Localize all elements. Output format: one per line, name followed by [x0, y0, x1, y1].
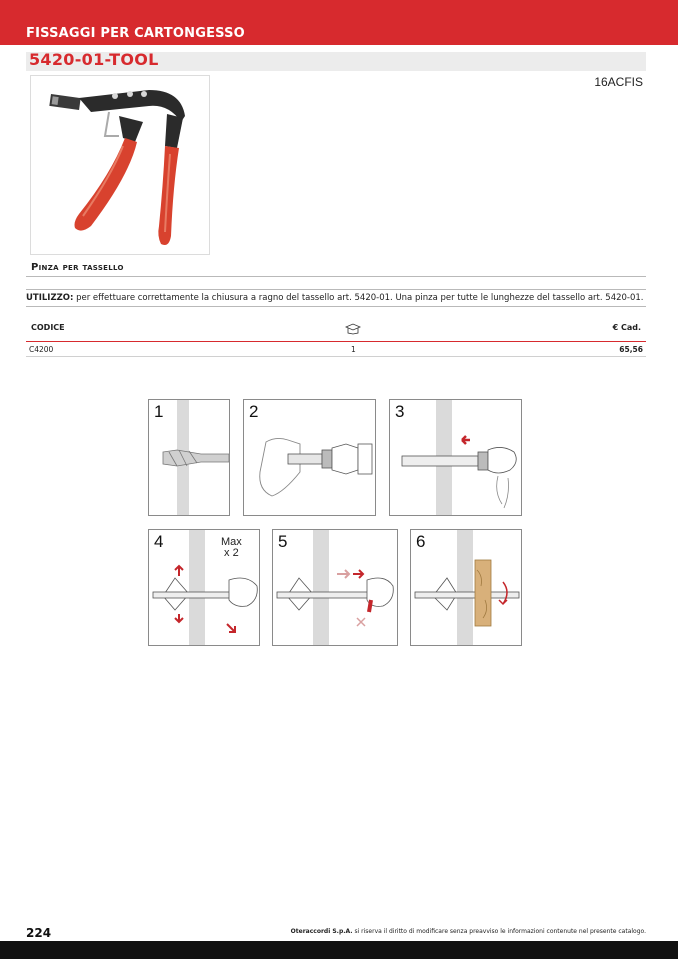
product-photo [30, 75, 210, 255]
table-cell-price: 65,56 [619, 345, 643, 354]
usage-text: per effettuare correttamente la chiusura a ragno del tassello art. 5420-01. Una pinza per tutte le lunghezze del tassello art. 5420-01. [73, 293, 644, 303]
usage-label: UTILIZZO: [26, 293, 74, 303]
usage-description [26, 293, 646, 304]
riveting-pliers-photo [31, 76, 209, 254]
table-row-rule [26, 356, 646, 357]
product-code: 5420-01-TOOL [29, 50, 159, 69]
divider [26, 306, 646, 307]
step-1-number: 1 [154, 402, 164, 421]
footer-company: Oteraccordi S.p.A. [290, 928, 353, 935]
page-number: 224 [26, 926, 52, 940]
table-header-price: € Cad. [612, 323, 641, 332]
max-text: Max [221, 536, 242, 548]
max-label [221, 537, 242, 559]
step-3-panel [389, 399, 522, 516]
step-1-panel [148, 399, 230, 516]
step-2-panel [243, 399, 376, 516]
step-6-panel [410, 529, 522, 646]
step-4-panel [148, 529, 260, 646]
step-6-number: 6 [416, 532, 426, 551]
footer-disclaimer [291, 928, 646, 935]
step-5-number: 5 [278, 532, 288, 551]
step-3-number: 3 [395, 402, 405, 421]
table-header-code: CODICE [31, 323, 65, 332]
product-ref-code: 16ACFIS [594, 75, 643, 89]
section-title: FISSAGGI PER CARTONGESSO [26, 26, 245, 41]
table-cell-qty: 1 [351, 345, 356, 354]
step-4-number: 4 [154, 532, 164, 551]
table-header-rule [26, 341, 646, 342]
footer-note-text: si riserva il diritto di modificare senza preavviso le informazioni contenute nel presente catalogo. [352, 928, 646, 935]
step-2-number: 2 [249, 402, 259, 421]
divider [26, 289, 646, 290]
table-cell-code: C4200 [29, 345, 54, 354]
product-subtitle: Pinza per tassello [31, 262, 124, 273]
max-multiplier: x 2 [224, 547, 239, 559]
footer-bar [0, 941, 678, 959]
box-icon [345, 323, 361, 337]
divider [26, 276, 646, 277]
step-5-panel [272, 529, 398, 646]
